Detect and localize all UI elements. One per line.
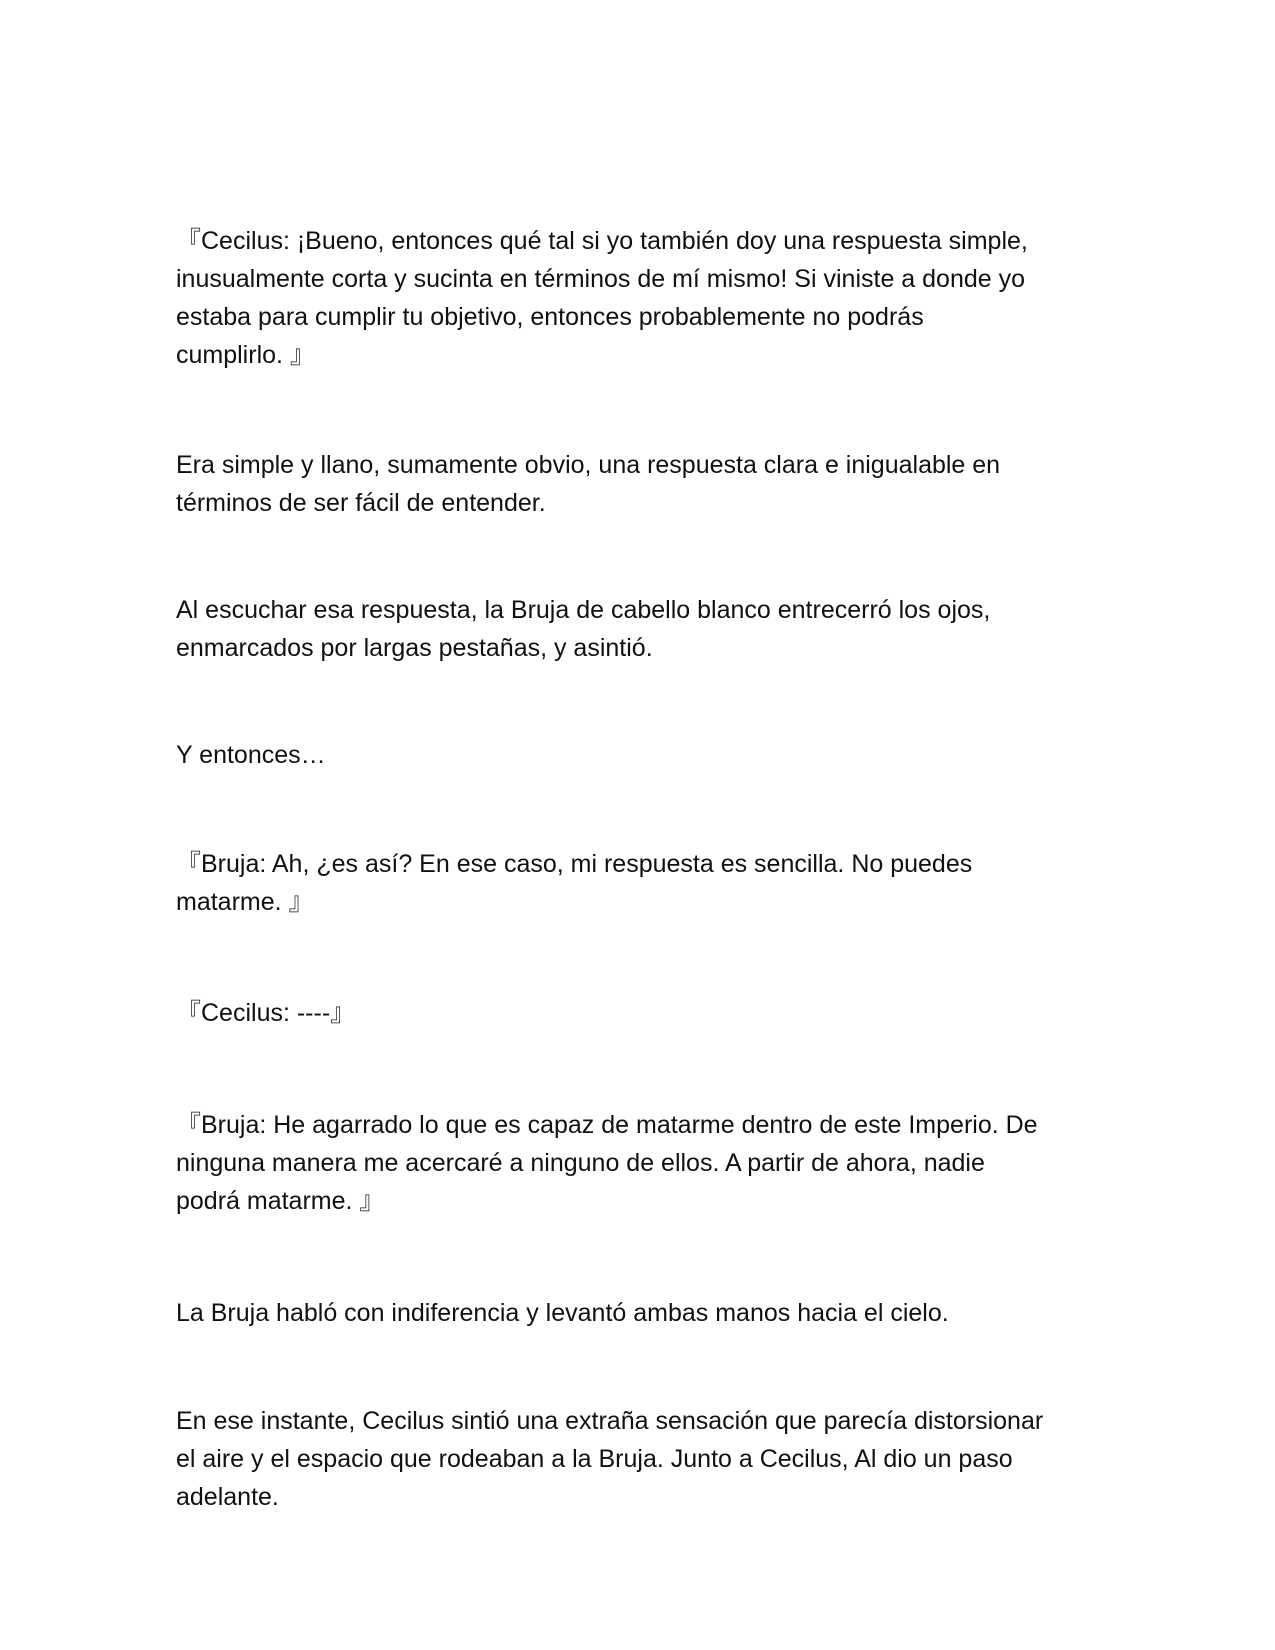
text-line: Era simple y llano, sumamente obvio, una respuesta clara e inigualable en	[176, 451, 1001, 479]
text-line: ninguna manera me acercaré a ninguno de ellos. A partir de ahora, nadie	[176, 1149, 985, 1177]
text-line: 『Bruja: He agarrado lo que es capaz de matarme dentro de este Imperio. De	[176, 1111, 1038, 1139]
text-line: 『Bruja: Ah, ¿es así? En ese caso, mi respuesta es sencilla. No puedes	[176, 850, 973, 878]
text-line: cumplirlo. 』	[176, 341, 315, 369]
text-line: el aire y el espacio que rodeaban a la Bruja. Junto a Cecilus, Al dio un paso	[176, 1445, 1013, 1473]
text-line: matarme. 』	[176, 888, 314, 916]
text-line: inusualmente corta y sucinta en términos de mí mismo! Si viniste a donde yo	[176, 265, 1026, 293]
text-line: Al escuchar esa respuesta, la Bruja de cabello blanco entrecerró los ojos,	[176, 596, 991, 624]
text-line: La Bruja habló con indiferencia y levantó ambas manos hacia el cielo.	[176, 1299, 949, 1327]
paragraph-narration-5	[176, 1326, 1096, 1592]
text-line: estaba para cumplir tu objetivo, entonces probablemente no podrás	[176, 303, 924, 331]
text-line: podrá matarme. 』	[176, 1187, 385, 1215]
text-line: En ese instante, Cecilus sintió una extraña sensación que parecía distorsionar	[176, 1407, 1044, 1435]
text-line: Y entonces…	[176, 741, 326, 769]
text-line: 『Cecilus: ----』	[176, 999, 356, 1027]
text-line: adelante.	[176, 1483, 279, 1511]
text-line: términos de ser fácil de entender.	[176, 489, 546, 517]
text-line: enmarcados por largas pestañas, y asintió.	[176, 634, 653, 662]
text-line: 『Cecilus: ¡Bueno, entonces qué tal si yo también doy una respuesta simple,	[176, 227, 1028, 255]
